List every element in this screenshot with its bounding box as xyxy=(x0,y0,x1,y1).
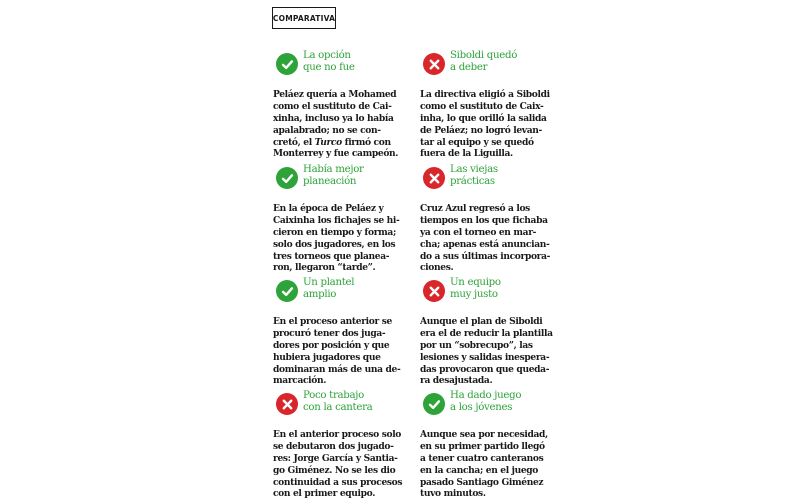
item-body-line: lesiones y salidas inespera- xyxy=(420,351,550,363)
item-title-line: prácticas xyxy=(450,176,495,187)
item-body-line: Aunque sea por necesidad, xyxy=(420,429,548,440)
item-body-line: Caixinha los fichajes se hi- xyxy=(273,214,400,226)
item-body-line: de Peláez; no logró levan- xyxy=(420,124,542,136)
item-body-line: era el de reducir la plantilla xyxy=(420,327,553,339)
item-heading xyxy=(273,278,391,316)
item-body-line: inha, lo que orilló la salida xyxy=(420,112,547,124)
item-body-line: con el primer equipo. xyxy=(273,488,376,500)
item-body-line: Peláez quería a Mohamed xyxy=(273,89,397,100)
item-heading xyxy=(420,165,538,203)
item-body-line: cha; apenas está anuncian- xyxy=(420,238,550,250)
item-heading xyxy=(273,165,391,203)
item-body-line: res: Jorge García y Santia- xyxy=(273,452,398,464)
item-heading xyxy=(420,278,538,316)
item-title-line: Ha dado juego xyxy=(450,390,522,401)
item-title-line: Siboldi quedó xyxy=(450,50,518,61)
item-title xyxy=(450,164,542,188)
item-body-line: marcación. xyxy=(273,375,327,387)
item-body xyxy=(273,316,401,387)
item-title xyxy=(303,164,395,188)
item-body xyxy=(420,203,551,274)
item-title-line: muy justo xyxy=(450,289,498,300)
item-body-line: La directiva eligió a Siboldi xyxy=(420,89,550,100)
comparison-item xyxy=(273,277,401,387)
item-title-line: a deber xyxy=(450,62,488,73)
comparison-item xyxy=(420,50,550,160)
item-body-line: do a sus últimas incorpora- xyxy=(420,250,551,262)
item-title xyxy=(303,390,395,414)
item-body-line: cretó, el Turco firmó con xyxy=(273,136,391,148)
item-body-line: en la cancha; en el juego xyxy=(420,464,539,476)
item-body-line: ra desajustada. xyxy=(420,375,493,387)
item-body-line: Cruz Azul regresó a los xyxy=(420,203,530,214)
item-body-line: se debutaron dos jugado- xyxy=(273,440,394,452)
item-title xyxy=(303,50,395,74)
item-body xyxy=(420,429,548,500)
item-title-line: Poco trabajo xyxy=(303,390,364,401)
cross-circle-icon xyxy=(423,167,445,189)
item-body-line: apalabrado; no se con- xyxy=(273,124,381,136)
item-title-line: Las viejas xyxy=(450,164,498,175)
comparison-item xyxy=(420,164,551,274)
item-body-line: tiempos en los que fichaba xyxy=(420,214,548,226)
check-circle-icon xyxy=(276,53,298,75)
item-body-line: fuera de la Liguilla. xyxy=(420,148,513,160)
item-body-line: En el anterior proceso solo xyxy=(273,429,402,440)
item-body-line: tres torneos que planea- xyxy=(273,250,390,262)
item-heading xyxy=(273,51,391,89)
item-title xyxy=(303,277,395,301)
item-body-line: tuvo minutos. xyxy=(420,488,486,500)
item-body-line: En el proceso anterior se xyxy=(273,316,392,327)
item-body-line: dores por posición y que xyxy=(273,339,390,351)
item-heading xyxy=(420,51,538,89)
item-title-line: con la cantera xyxy=(303,402,373,413)
item-body-line: pasado Santiago Giménez xyxy=(420,476,544,488)
item-title xyxy=(450,390,542,414)
item-title-line: Un plantel xyxy=(303,277,355,288)
item-body-line: en su primer partido llegó xyxy=(420,440,545,452)
comparison-item xyxy=(420,277,553,387)
item-body-line: solo dos jugadores, en los xyxy=(273,238,396,250)
item-title-line: Un equipo xyxy=(450,277,501,288)
item-body xyxy=(273,203,400,274)
item-body-line: xinha, incluso ya lo había xyxy=(273,112,394,124)
item-body-line: Aunque el plan de Siboldi xyxy=(420,316,543,327)
item-body-line: por un “sobrecupo”, las xyxy=(420,339,533,351)
check-circle-icon xyxy=(276,167,298,189)
comparison-item xyxy=(273,50,399,160)
item-heading xyxy=(273,391,391,429)
item-body-line: ron, llegaron “tarde”. xyxy=(273,262,376,274)
item-body-line: como el sustituto de Cai- xyxy=(273,100,392,112)
cross-circle-icon xyxy=(423,280,445,302)
section-tag: COMPARATIVA xyxy=(272,7,336,29)
item-body-line: go Giménez. No se les dio xyxy=(273,464,396,476)
comparison-item xyxy=(273,390,403,500)
item-body xyxy=(420,89,550,160)
item-body-line: dominaran más de una de- xyxy=(273,363,401,375)
check-circle-icon xyxy=(423,393,445,415)
item-title-line: que no fue xyxy=(303,62,355,73)
item-title-line: La opción xyxy=(303,50,351,61)
item-body xyxy=(273,429,403,500)
cross-circle-icon xyxy=(276,393,298,415)
item-body-line: das provocaron que queda- xyxy=(420,363,550,375)
item-body-line: hubiera jugadores que xyxy=(273,351,381,363)
item-title-line: amplio xyxy=(303,289,337,300)
item-body-line: ya con el torneo en mar- xyxy=(420,226,537,238)
item-body-line: procuró tener dos juga- xyxy=(273,327,386,339)
comparison-item xyxy=(420,390,548,500)
item-body-line: cieron en tiempo y forma; xyxy=(273,226,396,238)
item-body-line: como el sustituto de Caix- xyxy=(420,100,544,112)
item-heading xyxy=(420,391,538,429)
item-body xyxy=(420,316,553,387)
item-body-line: En la época de Peláez y xyxy=(273,203,384,214)
item-body-line: a tener cuatro canteranos xyxy=(420,452,544,464)
item-title-line: Había mejor xyxy=(303,164,364,175)
cross-circle-icon xyxy=(423,53,445,75)
item-title-line: a los jóvenes xyxy=(450,402,513,413)
item-body-line: continuidad a sus procesos xyxy=(273,476,403,488)
check-circle-icon xyxy=(276,280,298,302)
item-title xyxy=(450,50,542,74)
item-title-line: planeación xyxy=(303,176,357,187)
item-body-line: Monterrey y fue campeón. xyxy=(273,148,399,160)
item-title xyxy=(450,277,542,301)
comparison-item xyxy=(273,164,400,274)
item-body-line: ciones. xyxy=(420,262,454,274)
item-body xyxy=(273,89,399,160)
item-body-line: tar al equipo y se quedó xyxy=(420,136,534,148)
